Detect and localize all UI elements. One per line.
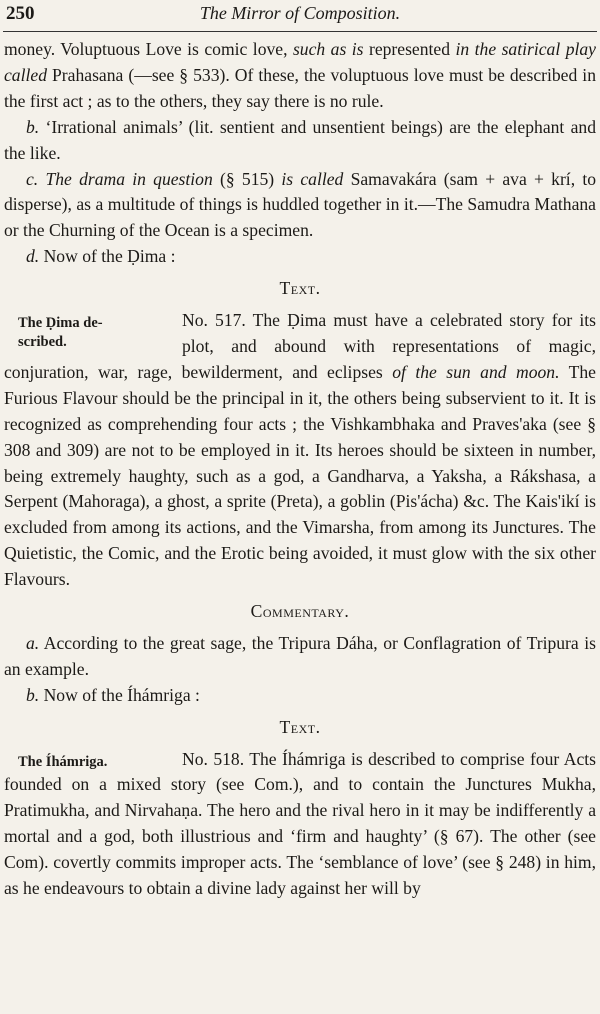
section-518: [4, 747, 596, 902]
italic-run: such as is: [292, 39, 364, 59]
side-note-ihamriga: [18, 753, 168, 772]
page-body: [4, 37, 596, 902]
header-rule: [3, 31, 597, 32]
side-note-line: scribed.: [18, 334, 67, 351]
text-run: Samavakára (sam + ava + krí, to disperse), as a multitude of things is huddled together in it.—The Samudra Mathana or the Churning of the Ocean is a specimen.: [4, 168, 597, 241]
text-run: (§ 515): [212, 168, 282, 189]
text-run: money. Voluptuous Love is comic love,: [4, 39, 293, 59]
italic-run: of the sun and moon.: [392, 361, 560, 382]
italic-run: is called: [281, 168, 344, 189]
running-title: The Mirror of Composition.: [199, 3, 401, 23]
paragraph-now-of-ihamriga: [4, 683, 596, 709]
side-note-line: The Ḍima de-: [18, 315, 103, 332]
item-label: b.: [26, 116, 40, 137]
text-run: According to the great sage, the Tripura Dáha, or Conflagration of Tripura is an example.: [4, 632, 596, 679]
text-run: Now of the Ḍima :: [39, 246, 176, 267]
page-number: 250: [6, 3, 35, 24]
paragraph-now-of-dima: [4, 244, 596, 270]
italic-run: in the satirical play called: [4, 39, 596, 85]
text-run: represented: [363, 39, 456, 59]
item-label: a.: [26, 632, 40, 653]
text-heading: Text.: [279, 278, 321, 299]
paragraph-irrational-animals: [4, 115, 596, 167]
text-run: Now of the Íhámriga :: [39, 684, 200, 705]
paragraph-samavakara: [4, 167, 596, 245]
item-label: c.: [26, 168, 39, 189]
item-label: b.: [26, 684, 40, 705]
page-header: [4, 3, 596, 29]
paragraph-tripura: [4, 631, 596, 683]
text-run: No. 518. The Íhámriga is described to comprise four Acts founded on a mixed story (see Com.), and to contain the Junctures Mukha, Pratimukha, and Nirvahaṇa. The hero and the rival hero in it may be indifferently a mortal and a god, both illustrious and ‘firm and haughty’ (§ 67). The other (see Com). covertly commits improper acts. The ‘semblance of love’ (see § 248) in him, as he endeavours to obtain a divine lady against her will by: [4, 748, 596, 899]
side-note-dima: [18, 314, 168, 352]
side-note-line: The Íhámriga.: [18, 753, 108, 770]
section-517: [4, 308, 596, 593]
paragraph-voluptuous-love: [4, 37, 596, 115]
commentary-heading: Commentary.: [250, 601, 350, 622]
text-run: No. 517. The Ḍima must have a celebrated story for its plot, and abound with representations of magic, conjuration, war, rage, bewilderment, and eclipses: [4, 310, 596, 382]
text-run: The Furious Flavour should be the principal in it, the others being subservient to it. It is recognized as comprehending four acts ; the Vishkambhaka and Praves'aka (see § 308 and 309) are not to be employed in it. Its heroes should be sixteen in number, being extremely haughty, such as a god, a Gandharva, a Yaksha, a Rákshasa, a Serpent (Mahoraga), a ghost, a sprite (Preta), a goblin (Pis'ácha) &c. The Kais'ikí is excluded from among its actions, and the Vimarsha, from among its Junctures. The Quietistic, the Comic, and the Erotic being avoided, it must glow with the six other Flavours.: [4, 361, 596, 590]
text-heading: Text.: [279, 716, 321, 737]
text-run: Prahasana (—see § 533). Of these, the voluptuous love must be described in the first act ; as to the others, they say there is no rule.: [4, 64, 596, 111]
italic-run: The drama in question: [38, 168, 213, 189]
text-run: ‘Irrational animals’ (lit. sentient and unsentient beings) are the elephant and the like.: [4, 116, 596, 163]
item-label: d.: [26, 246, 40, 267]
